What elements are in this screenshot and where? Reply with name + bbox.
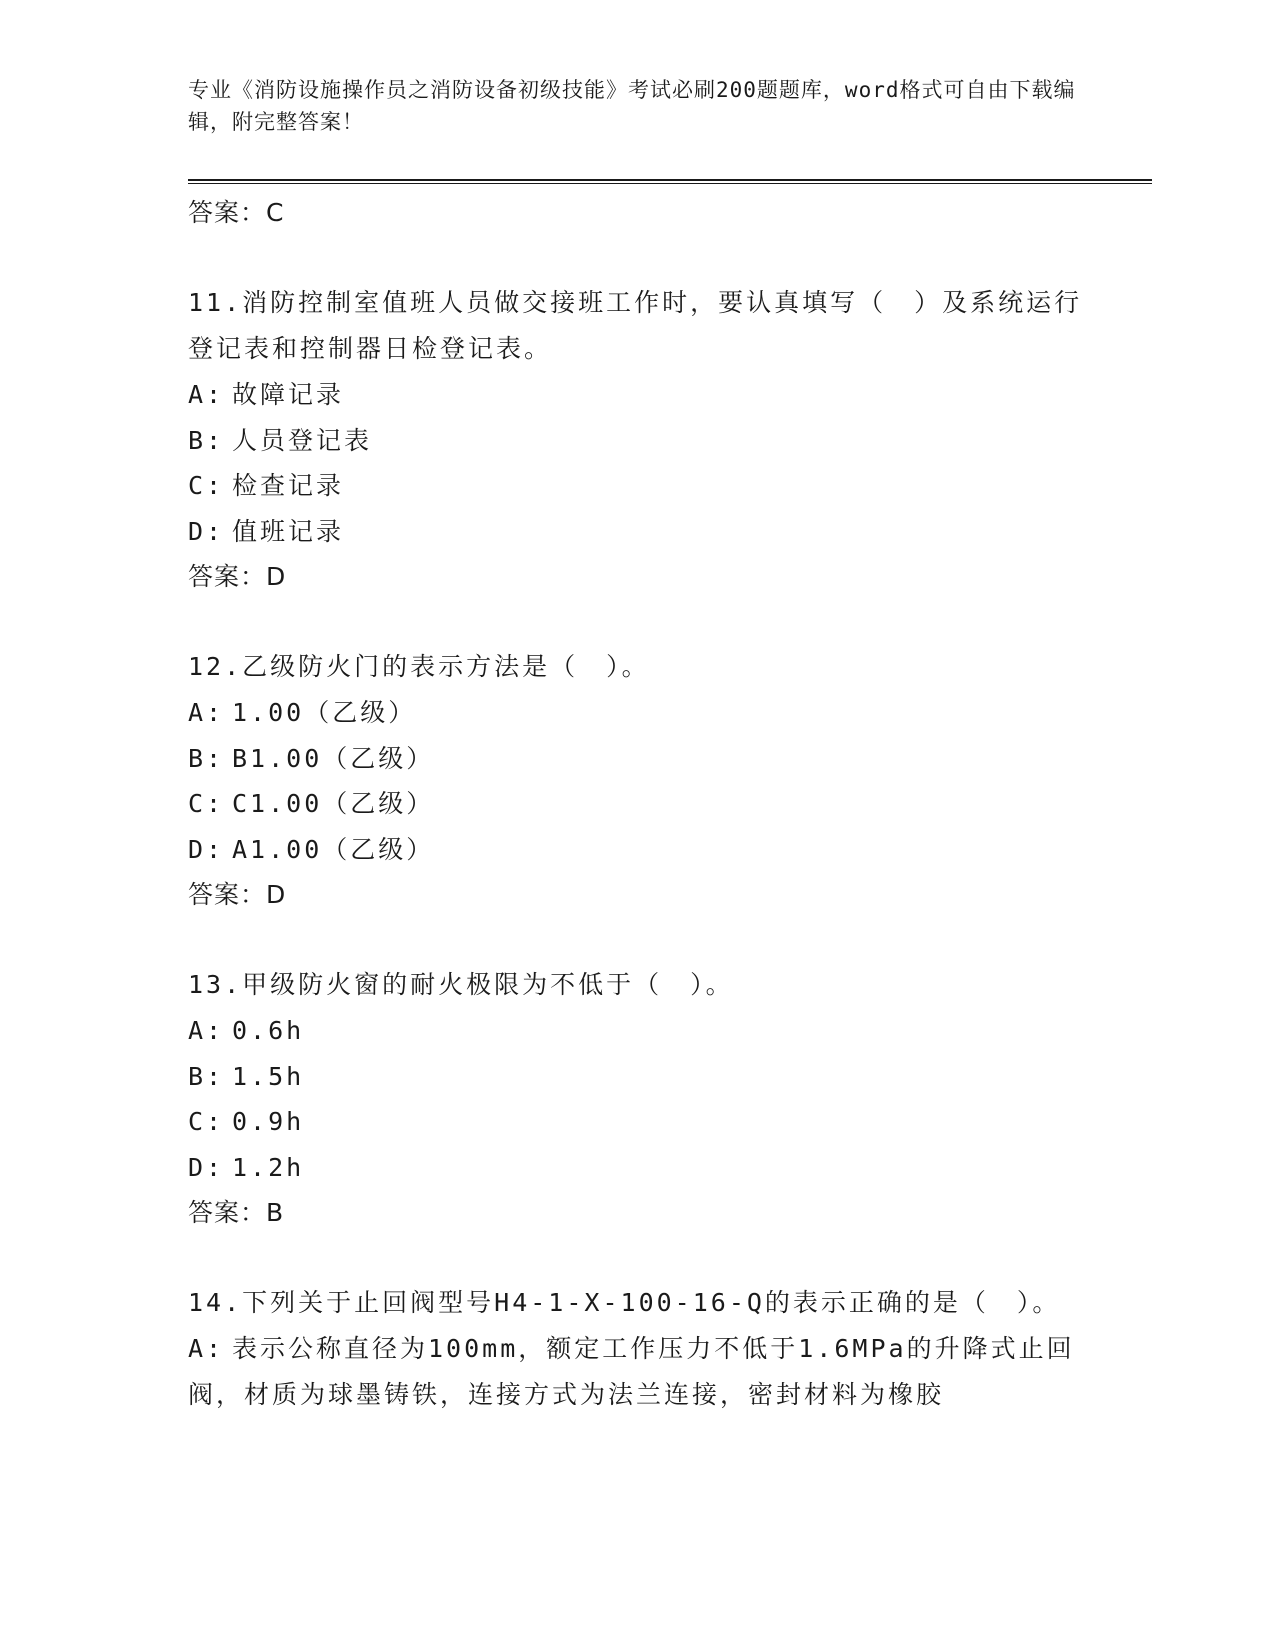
option-letter: C: xyxy=(188,1107,225,1136)
option-d xyxy=(188,509,1088,555)
header-divider-thin xyxy=(188,183,1152,184)
option-text: 0.6h xyxy=(232,1016,305,1045)
answer-line: 答案：C xyxy=(188,198,285,227)
question-block xyxy=(188,280,1088,600)
option-b xyxy=(188,418,1088,464)
answer-line: 答案：D xyxy=(188,562,287,591)
header-divider xyxy=(188,179,1152,181)
option-text: A1.00（乙级） xyxy=(232,834,435,864)
option-a xyxy=(188,1008,1088,1054)
option-letter: D: xyxy=(188,1152,225,1182)
option-text: 人员登记表 xyxy=(232,425,373,455)
option-b xyxy=(188,736,1088,782)
option-letter: A: xyxy=(188,698,225,727)
option-c xyxy=(188,781,1088,827)
answer-line: 答案：D xyxy=(188,880,287,909)
option-text: 值班记录 xyxy=(232,516,345,546)
answer-line: 答案：B xyxy=(188,1198,285,1227)
option-text: B1.00（乙级） xyxy=(232,743,435,773)
option-text: 1.5h xyxy=(232,1061,305,1091)
question-block xyxy=(188,962,1088,1236)
option-letter: B: xyxy=(188,425,225,455)
option-c xyxy=(188,1099,1088,1145)
question-block xyxy=(188,1280,1088,1418)
option-a xyxy=(188,690,1088,736)
page-header: 专业《消防设施操作员之消防设备初级技能》考试必刷200题题库，word格式可自由下载编辑，附完整答案！ xyxy=(188,78,1076,134)
option-text: 0.9h xyxy=(232,1107,305,1136)
option-letter: B: xyxy=(188,1061,225,1091)
option-text: 检查记录 xyxy=(232,471,345,500)
option-letter: C: xyxy=(188,471,225,500)
question-stem: 13.甲级防火窗的耐火极限为不低于（ ）。 xyxy=(188,970,734,999)
option-letter: C: xyxy=(188,789,225,818)
option-text: 1.00（乙级） xyxy=(232,698,417,727)
option-text: C1.00（乙级） xyxy=(232,789,435,818)
option-letter: B: xyxy=(188,743,225,773)
option-d xyxy=(188,1145,1088,1191)
option-letter: D: xyxy=(188,834,225,864)
option-letter: D: xyxy=(188,516,225,546)
question-stem: 11.消防控制室值班人员做交接班工作时，要认真填写（ ）及系统运行登记表和控制器日检登记表。 xyxy=(188,288,1083,363)
question-list xyxy=(188,190,1088,1418)
option-b xyxy=(188,1054,1088,1100)
option-letter: A: xyxy=(188,380,225,409)
question-stem: 12.乙级防火门的表示方法是（ ）。 xyxy=(188,652,650,681)
question-block xyxy=(188,644,1088,918)
option-a xyxy=(188,1326,1088,1418)
option-a xyxy=(188,372,1088,418)
option-text: 表示公称直径为100mm，额定工作压力不低于1.6MPa的升降式止回阀，材质为球墨铸铁，连接方式为法兰连接，密封材料为橡胶 xyxy=(188,1334,1075,1409)
option-text: 1.2h xyxy=(232,1152,305,1182)
question-stem: 14.下列关于止回阀型号H4-1-X-100-16-Q的表示正确的是（ ）。 xyxy=(188,1288,1061,1317)
option-letter: A: xyxy=(188,1016,225,1045)
option-c xyxy=(188,463,1088,509)
option-letter: A: xyxy=(188,1334,225,1363)
option-text: 故障记录 xyxy=(232,380,345,409)
option-d xyxy=(188,827,1088,873)
